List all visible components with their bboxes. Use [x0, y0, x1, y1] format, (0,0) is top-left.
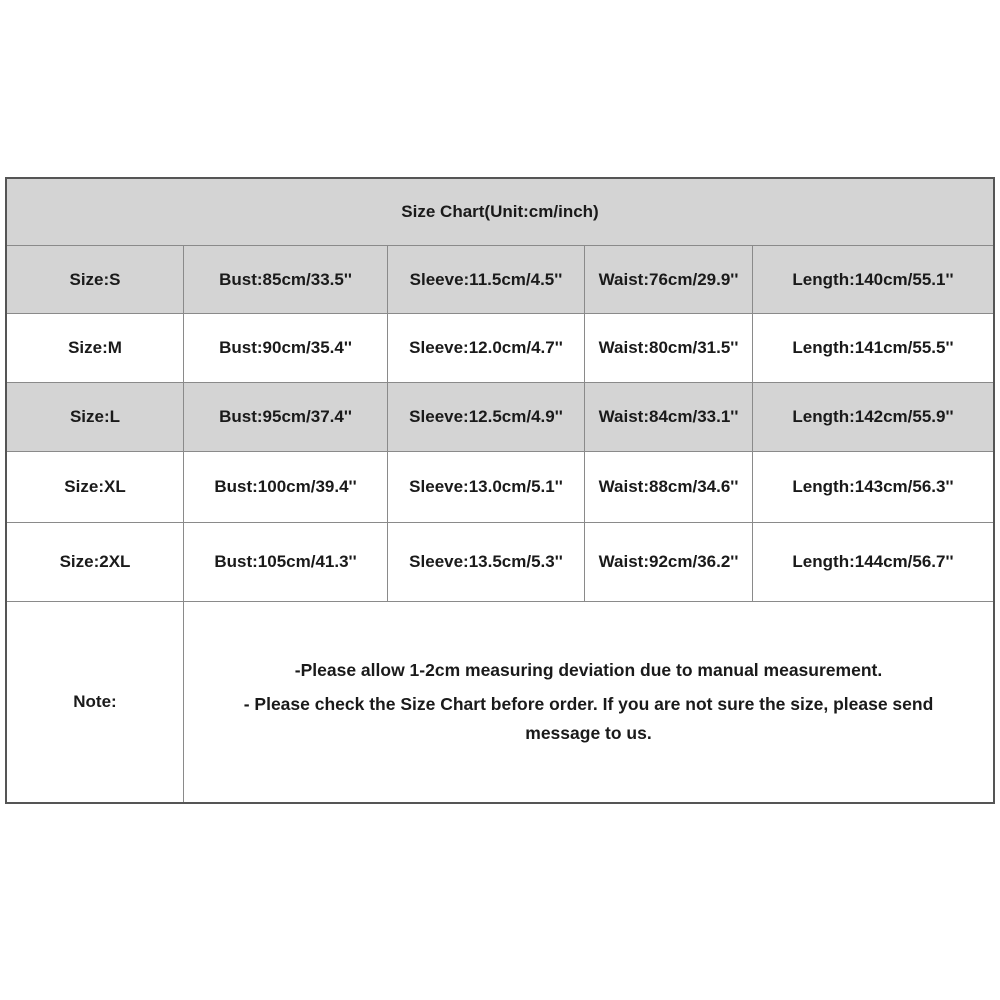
bust-cell: Bust:105cm/41.3''	[184, 523, 388, 601]
length-cell: Length:141cm/55.5''	[792, 338, 954, 357]
length-cell: Length:144cm/56.7''	[792, 552, 954, 571]
bust-cell: Bust:85cm/33.5''	[184, 246, 388, 313]
size-cell: Size:2XL	[7, 523, 184, 601]
table-row	[7, 246, 993, 314]
waist-cell: Waist:88cm/34.6''	[585, 452, 753, 522]
sleeve-cell: Sleeve:11.5cm/4.5''	[388, 246, 585, 313]
bust-cell: Bust:100cm/39.4''	[184, 452, 388, 522]
note-line-2: - Please check the Size Chart before order. If you are not sure the size, please send message to us.	[243, 694, 934, 743]
waist-cell: Waist:80cm/31.5''	[585, 314, 753, 382]
waist-cell: Waist:84cm/33.1''	[585, 383, 753, 451]
table-row	[7, 452, 993, 523]
table-row	[7, 314, 993, 383]
sleeve-cell: Sleeve:13.0cm/5.1''	[388, 452, 585, 522]
sleeve-cell: Sleeve:12.5cm/4.9''	[388, 383, 585, 451]
size-chart-table	[5, 177, 995, 804]
table-row	[7, 523, 993, 602]
waist-cell: Waist:76cm/29.9''	[585, 246, 753, 313]
note-body	[184, 602, 993, 802]
sleeve-cell: Sleeve:12.0cm/4.7''	[388, 314, 585, 382]
length-cell: Length:140cm/55.1''	[792, 269, 954, 289]
table-row	[7, 383, 993, 452]
size-cell: Size:S	[7, 246, 184, 313]
note-label: Note:	[7, 602, 184, 802]
size-cell: Size:L	[7, 383, 184, 451]
size-cell: Size:M	[7, 314, 184, 382]
chart-title: Size Chart(Unit:cm/inch)	[7, 179, 993, 246]
note-line-1: -Please allow 1-2cm measuring deviation due to manual measurement.	[294, 660, 883, 680]
sleeve-cell: Sleeve:13.5cm/5.3''	[388, 523, 585, 601]
length-cell: Length:142cm/55.9''	[792, 407, 954, 426]
note-row	[7, 602, 993, 802]
waist-cell: Waist:92cm/36.2''	[585, 523, 753, 601]
size-cell: Size:XL	[7, 452, 184, 522]
bust-cell: Bust:90cm/35.4''	[184, 314, 388, 382]
bust-cell: Bust:95cm/37.4''	[184, 383, 388, 451]
length-cell: Length:143cm/56.3''	[792, 477, 954, 496]
